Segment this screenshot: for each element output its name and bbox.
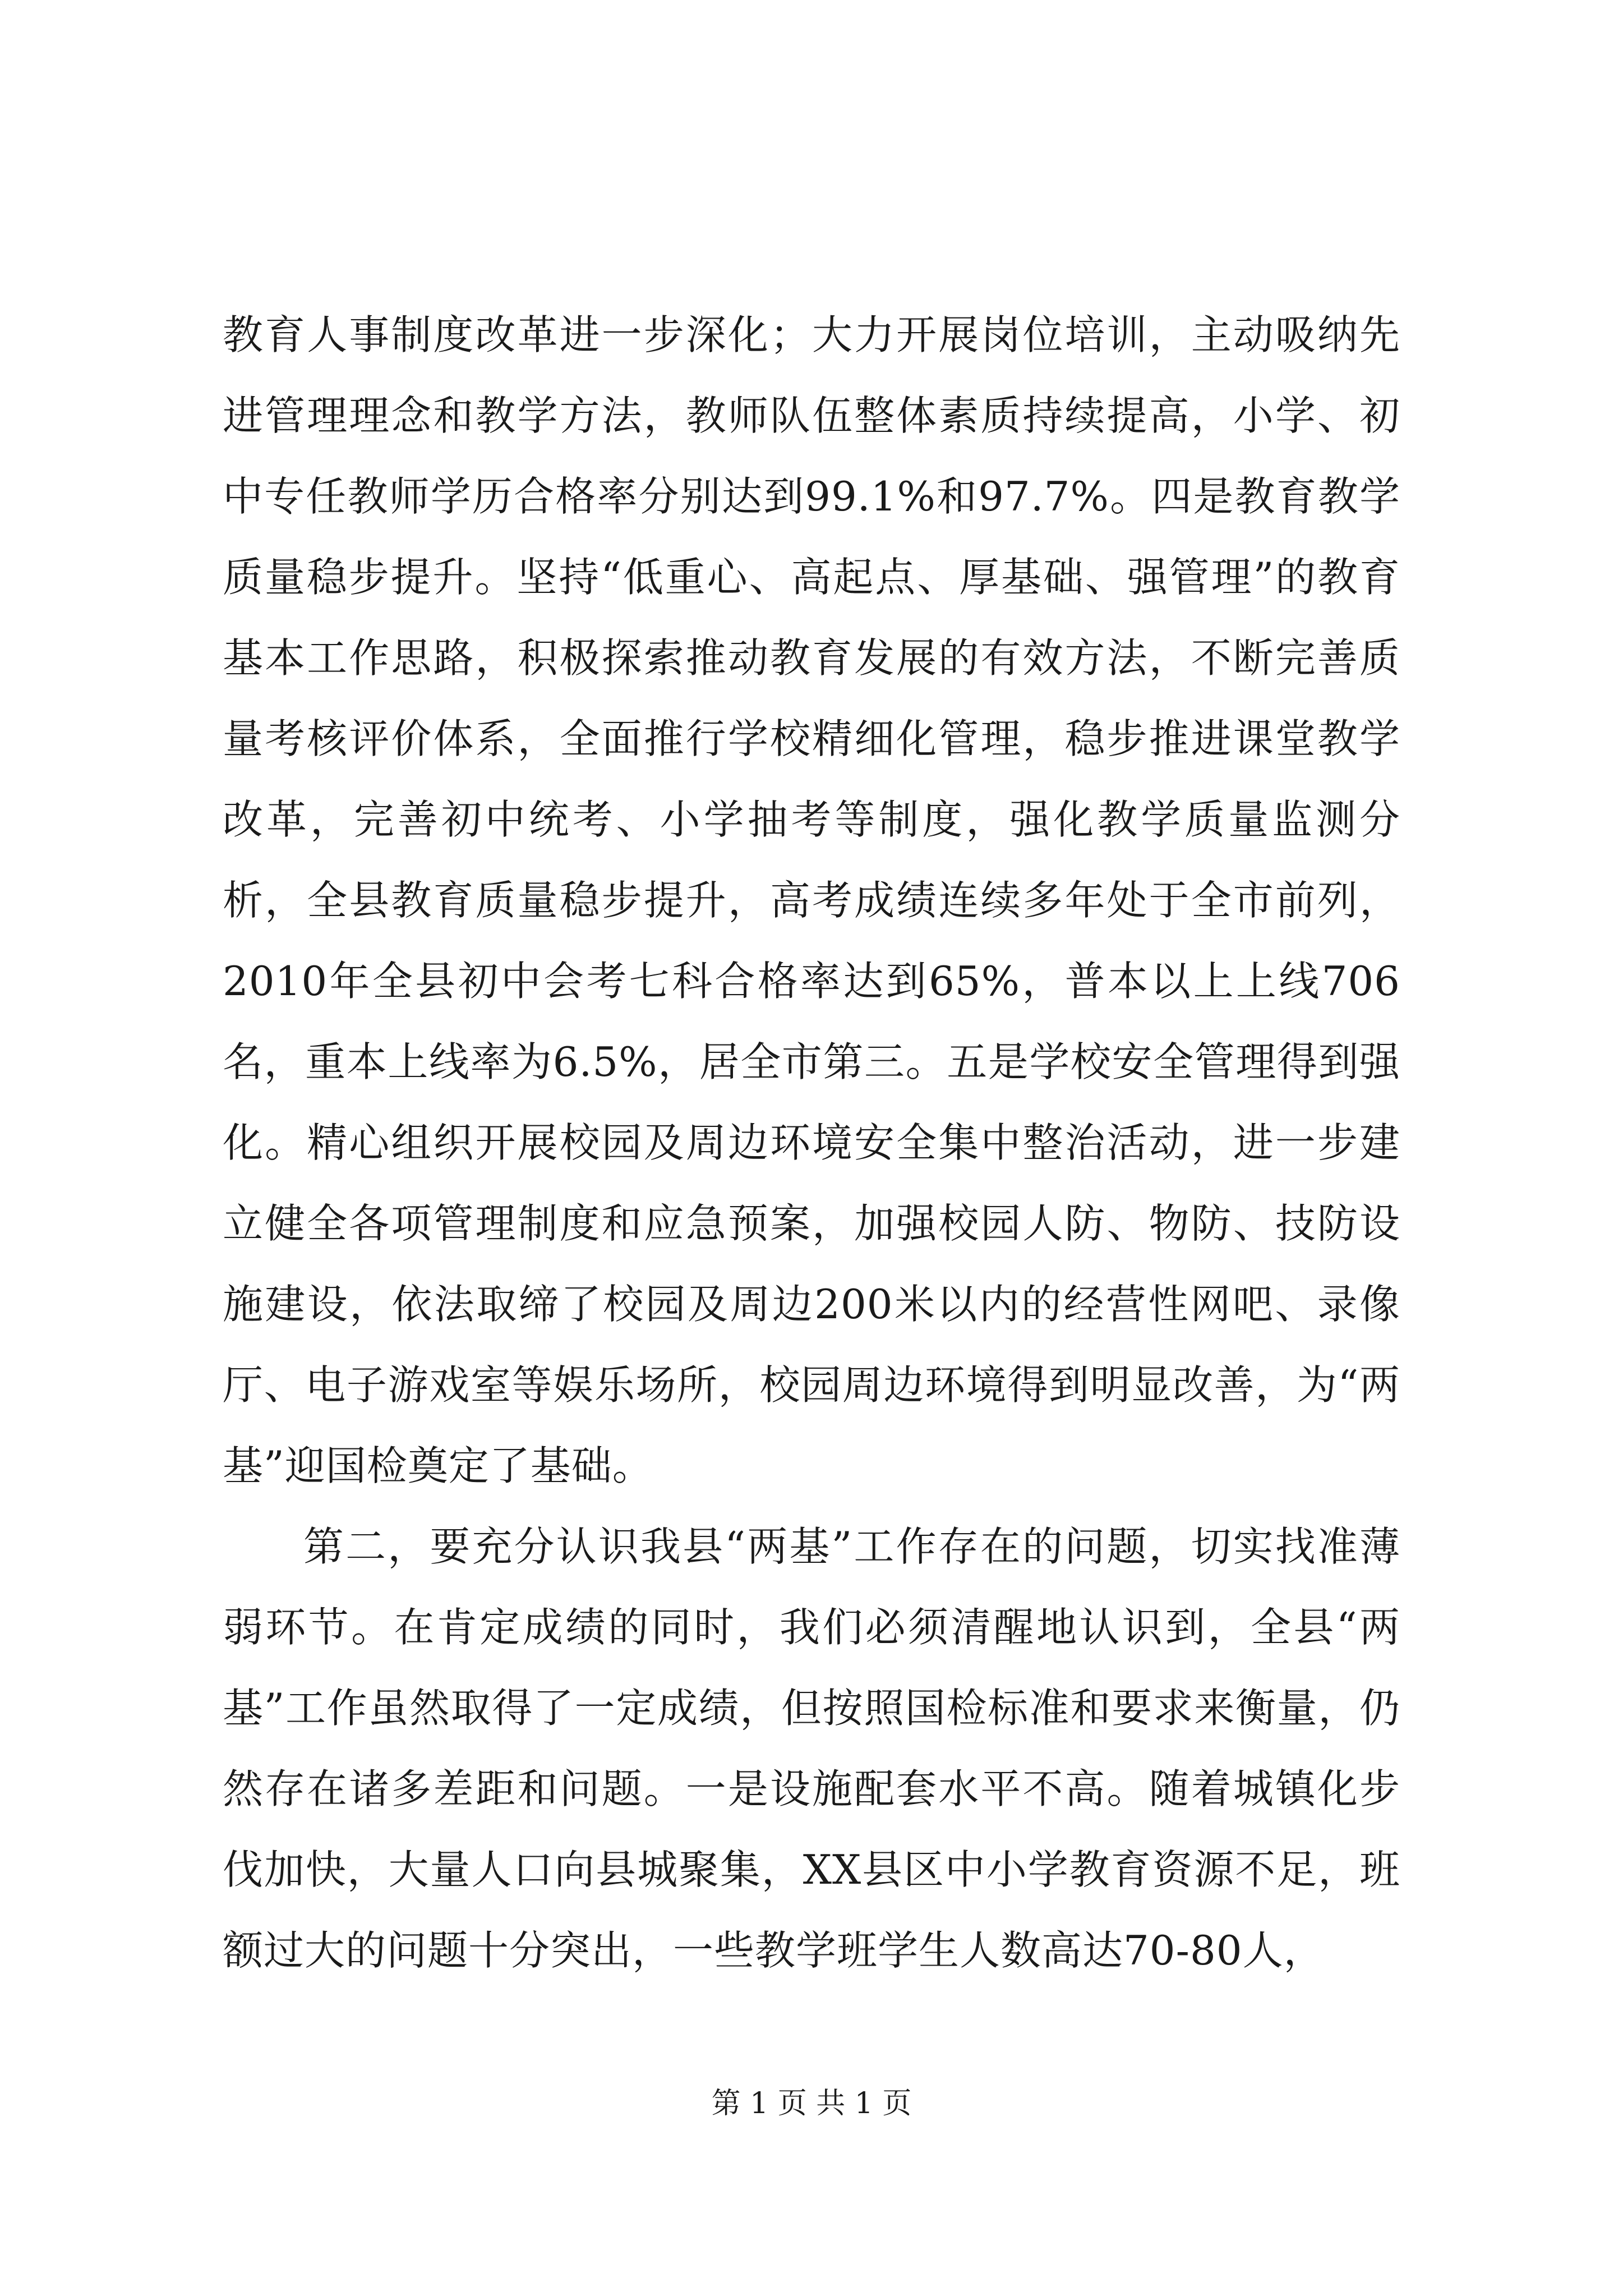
page-number-footer: 第 1 页 共 1 页 — [711, 2087, 912, 2120]
document-body — [223, 295, 1400, 1991]
paragraph-2: 第二，要充分认识我县“两基”工作存在的问题，切实找准薄弱环节。在肯定成绩的同时，我们必须清醒地认识到，全县“两基”工作虽然取得了一定成绩，但按照国检标准和要求来衡量，仍然存在诸多差距和问题。一是设施配套水平不高。随着城镇化步伐加快，大量人口向县城聚集，XX县区中小学教育资源不足，班额过大的问题十分突出，一些教学班学生人数高达70-80人， — [223, 1523, 1400, 1974]
paragraph-1: 教育人事制度改革进一步深化；大力开展岗位培训，主动吸纳先进管理理念和教学方法，教师队伍整体素质持续提高，小学、初中专任教师学历合格率分别达到99.1%和97.7%。四是教育教学质量稳步提升。坚持“低重心、高起点、厚基础、强管理”的教育基本工作思路，积极探索推动教育发展的有效方法，不断完善质量考核评价体系，全面推行学校精细化管理，稳步推进课堂教学改革，完善初中统考、小学抽考等制度，强化教学质量监测分析，全县教育质量稳步提升，高考成绩连续多年处于全市前列，2010年全县初中会考七科合格率达到65%，普本以上上线706名，重本上线率为6.5%，居全市第三。五是学校安全管理得到强化。精心组织开展校园及周边环境安全集中整治活动，进一步建立健全各项管理制度和应急预案，加强校园人防、物防、技防设施建设，依法取缔了校园及周边200米以内的经营性网吧、录像厅、电子游戏室等娱乐场所，校园周边环境得到明显改善，为“两基”迎国检奠定了基础。 — [223, 311, 1400, 1489]
